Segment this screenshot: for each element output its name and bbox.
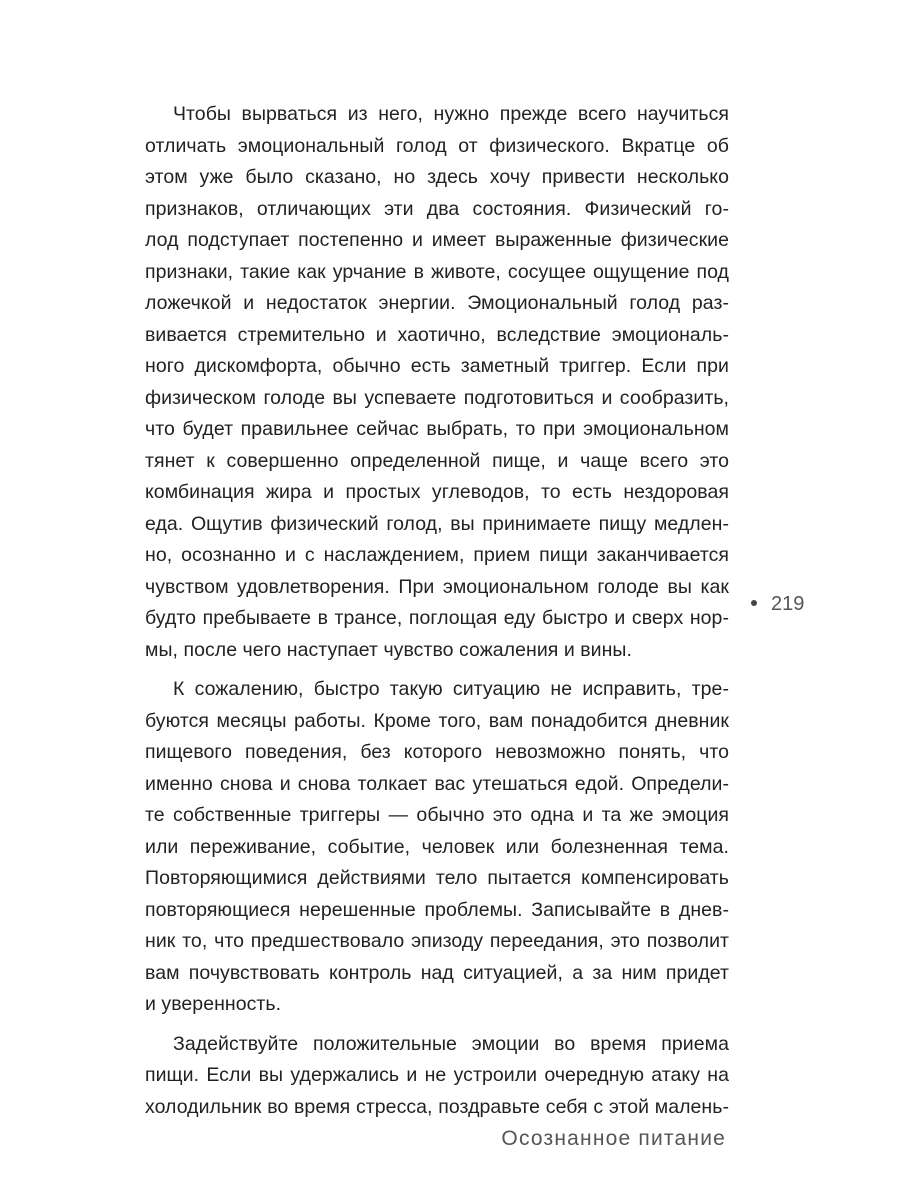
text-line: вивается стремительно и хаотично, вследствие эмоциональ-: [145, 323, 729, 346]
text-line: именно снова и снова толкает вас утешаться едой. Определи-: [145, 772, 729, 795]
text-line: физическом голоде вы успеваете подготовиться и сообразить,: [145, 386, 729, 409]
text-line: но, осознанно и с наслаждением, прием пищи заканчивается: [145, 544, 729, 566]
text-line: ник то, что предшествовало эпизоду переедания, это позволит: [145, 930, 729, 952]
text-line: комбинация жира и простых углеводов, то есть нездоровая: [145, 481, 729, 503]
text-line: этом уже было сказано, но здесь хочу привести несколько: [145, 166, 729, 188]
text-line: тянет к совершенно определенной пище, и чаще всего это: [145, 449, 729, 472]
text-line: или переживание, событие, человек или болезненная тема.: [145, 835, 729, 858]
text-line: вам почувствовать контроль над ситуацией, а за ним придет: [145, 961, 729, 984]
body-text: [145, 99, 729, 1123]
text-line: и уверенность.: [145, 993, 282, 1015]
text-line: чувством удовлетворения. При эмоциональном голоде вы как: [145, 575, 729, 598]
text-line: признаки, такие как урчание в животе, сосущее ощущение под: [145, 260, 729, 283]
text-line: пищи. Если вы удержались и не устроили очередную атаку на: [145, 1064, 729, 1086]
paragraph-gap: [145, 1021, 729, 1029]
text-line: лод подступает постепенно и имеет выраженные физические: [145, 229, 729, 251]
paragraph-1: [145, 99, 729, 666]
text-line: мы, после чего наступает чувство сожаления и вины.: [145, 638, 632, 661]
text-line: К сожалению, быстро такую ситуацию не исправить, тре-: [173, 678, 729, 700]
text-line: признаков, отличающих эти два состояния. Физический го-: [145, 197, 729, 220]
page-number: [751, 589, 804, 619]
text-line: те собственные триггеры — обычно это одна и та же эмоция: [145, 804, 729, 826]
paragraph-3: [145, 1029, 729, 1124]
text-line: ного дискомфорта, обычно есть заметный триггер. Если при: [145, 355, 729, 377]
paragraph-gap: [145, 666, 729, 674]
text-line: что будет правильнее сейчас выбрать, то при эмоциональном: [145, 418, 729, 440]
text-line: будто пребываете в трансе, поглощая еду быстро и сверх нор-: [145, 607, 729, 629]
text-line: отличать эмоциональный голод от физического. Вкратце об: [145, 134, 729, 157]
text-line: еда. Ощутив физический голод, вы принимаете пищу медлен-: [145, 512, 729, 535]
text-line: повторяющиеся нерешенные проблемы. Записывайте в днев-: [145, 898, 729, 921]
text-line: Повторяющимися действиями тело пытается компенсировать: [145, 867, 729, 889]
text-line: холодильник во время стресса, поздравьте себя с этой малень-: [145, 1095, 729, 1118]
text-line: Задействуйте положительные эмоции во время приема: [173, 1032, 729, 1055]
paragraph-2: [145, 674, 729, 1021]
text-line: Чтобы вырваться из него, нужно прежде всего научиться: [173, 103, 729, 125]
text-line: буются месяцы работы. Кроме того, вам понадобится дневник: [145, 709, 729, 732]
bullet-dot-icon: [751, 600, 757, 606]
text-line: пищевого поведения, без которого невозможно понять, что: [145, 741, 729, 763]
text-line: ложечкой и недостаток энергии. Эмоциональный голод раз-: [145, 292, 729, 314]
page-number-value: 219: [771, 593, 805, 615]
running-footer: Осознанное питание: [501, 1127, 726, 1150]
